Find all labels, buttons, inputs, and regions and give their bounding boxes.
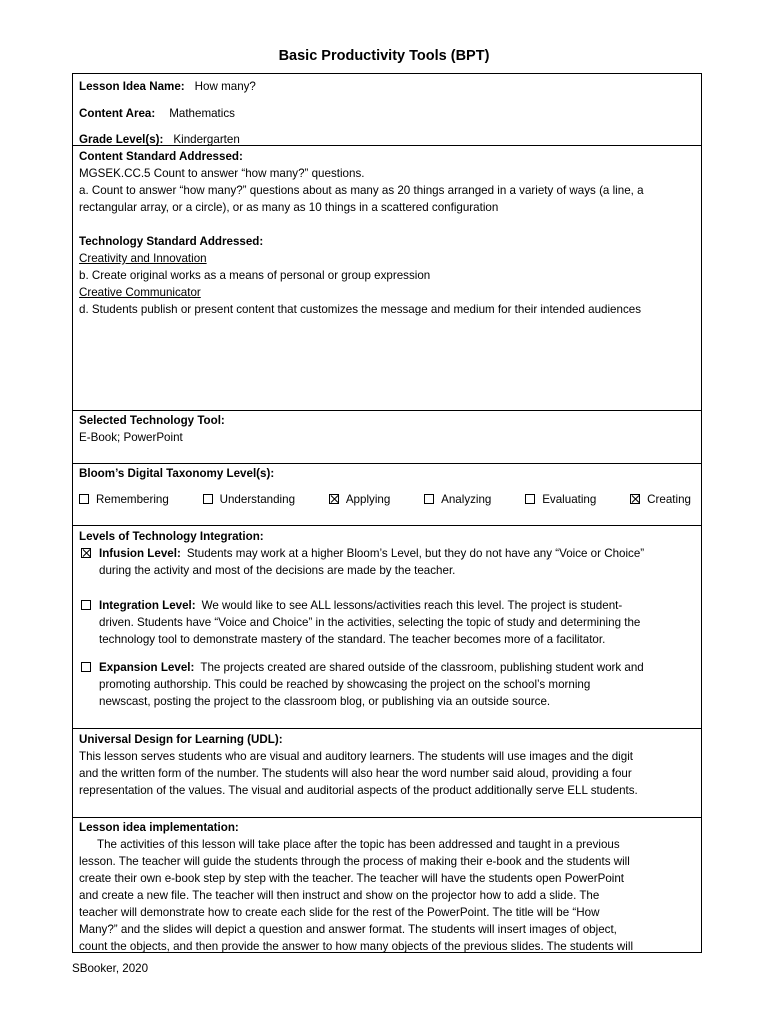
udl-text: This lesson serves students who are visual and auditory learners. The students will use images and the digit xyxy=(79,750,634,763)
udl-section xyxy=(73,729,701,818)
tech-standard-heading: Technology Standard Addressed: xyxy=(79,235,264,248)
lesson-idea-label: Lesson Idea Name: xyxy=(79,80,185,93)
lesson-info-section xyxy=(73,74,701,146)
content-area-value: Mathematics xyxy=(169,106,235,120)
footer-author: SBooker, 2020 xyxy=(72,962,149,975)
expansion-level-text: promoting authorship. This could be reached by showcasing the project on the school’s morning xyxy=(99,678,591,691)
infusion-level-item xyxy=(79,545,695,579)
checkbox-icon[interactable] xyxy=(81,600,91,610)
content-standard-text: rectangular array, or a circle), or as many as 10 things in a scattered configuration xyxy=(79,201,499,214)
lesson-idea-value: How many? xyxy=(194,80,256,93)
checkbox-icon[interactable] xyxy=(79,494,89,504)
blooms-option-evaluating[interactable]: Evaluating xyxy=(525,491,596,508)
infusion-level-text: Students may work at a higher Bloom’s Level, but they do not have any “Voice or Choice” xyxy=(186,547,645,560)
checkbox-icon[interactable] xyxy=(525,494,535,504)
checkbox-icon[interactable] xyxy=(424,494,434,504)
blooms-option-applying[interactable]: Applying xyxy=(329,491,390,508)
integration-level-title: Integration Level: xyxy=(99,599,196,612)
technology-tool-section xyxy=(73,411,701,464)
implementation-text: lesson. The teacher will guide the students through the process of making their e-book and the students will xyxy=(79,855,630,868)
blooms-option-creating[interactable]: Creating xyxy=(630,491,691,508)
tech-standard-title: Creative Communicator xyxy=(79,286,201,299)
implementation-text: The activities of this lesson will take place after the topic has been addressed and taught in a previous xyxy=(97,838,620,851)
tech-standard-title: Creativity and Innovation xyxy=(79,252,207,265)
technology-tool-value: E-Book; PowerPoint xyxy=(79,431,183,444)
implementation-text: create their own e-book step by step with the teacher. The teacher will have the students open PowerPoint xyxy=(79,872,625,885)
expansion-level-item xyxy=(79,659,695,710)
blooms-option-understanding[interactable]: Understanding xyxy=(203,491,295,508)
udl-text: and the written form of the number. The students will also hear the word number said aloud, providing a four xyxy=(79,767,632,780)
standards-section xyxy=(73,146,701,411)
blooms-option-remembering[interactable]: Remembering xyxy=(79,491,169,508)
content-standard-code: MGSEK.CC.5 Count to answer “how many?” questions. xyxy=(79,167,365,180)
content-standard-text: a. Count to answer “how many?” questions about as many as 20 things arranged in a variety of ways (a line, a xyxy=(79,184,644,197)
checkbox-icon[interactable] xyxy=(203,494,213,504)
checked-box-icon[interactable] xyxy=(630,494,640,504)
expansion-level-title: Expansion Level: xyxy=(99,661,195,674)
content-standard-heading: Content Standard Addressed: xyxy=(79,150,243,163)
implementation-heading: Lesson idea implementation: xyxy=(79,821,239,834)
udl-text: representation of the values. The visual and auditorial aspects of the product additionally serve ELL students. xyxy=(79,784,638,797)
integration-level-text: technology tool to demonstrate mastery of the standard. The teacher becomes more of a facilitator. xyxy=(99,633,606,646)
integration-level-text: We would like to see ALL lessons/activities reach this level. The project is student- xyxy=(201,599,623,612)
expansion-level-text: newscast, posting the project to the classroom blog, or publishing via an outside source. xyxy=(99,695,551,708)
content-area-label: Content Area: xyxy=(79,106,156,120)
integration-level-item xyxy=(79,597,695,648)
checked-box-icon[interactable] xyxy=(329,494,339,504)
blooms-options xyxy=(79,491,695,508)
tech-standard-item: d. Students publish or present content that customizes the message and medium for their intended audiences xyxy=(79,303,641,316)
integration-level-text: driven. Students have “Voice and Choice” in the activities, selecting the topic of study and determining the xyxy=(99,616,641,629)
infusion-level-title: Infusion Level: xyxy=(99,547,181,560)
integration-section xyxy=(73,526,701,729)
implementation-text: and create a new file. The teacher will then instruct and show on the projector how to add a slide. The xyxy=(79,889,600,902)
blooms-heading: Bloom’s Digital Taxonomy Level(s): xyxy=(79,467,275,480)
page-title: Basic Productivity Tools (BPT) xyxy=(278,48,490,64)
lesson-idea-row xyxy=(79,76,695,99)
tech-standard-item: b. Create original works as a means of personal or group expression xyxy=(79,269,431,282)
implementation-text: count the objects, and then provide the answer to how many objects of the previous slides. The students will xyxy=(79,940,634,953)
expansion-level-text: The projects created are shared outside of the classroom, publishing student work and xyxy=(200,661,644,674)
lesson-form-table xyxy=(72,73,702,953)
content-area-row xyxy=(79,103,695,126)
checkbox-icon[interactable] xyxy=(81,662,91,672)
technology-tool-heading: Selected Technology Tool: xyxy=(79,414,225,427)
infusion-level-text: during the activity and most of the decisions are made by the teacher. xyxy=(99,564,456,577)
checked-box-icon[interactable] xyxy=(81,548,91,558)
udl-heading: Universal Design for Learning (UDL): xyxy=(79,733,283,746)
blooms-section xyxy=(73,464,701,526)
grade-level-label: Grade Level(s): xyxy=(79,133,164,146)
grade-level-value: Kindergarten xyxy=(173,133,240,146)
implementation-text: Many?” and the slides will depict a question and answer format. The students will insert images of object, xyxy=(79,923,617,936)
implementation-text: teacher will demonstrate how to create each slide for the rest of the PowerPoint. The title will be “How xyxy=(79,906,600,919)
integration-heading: Levels of Technology Integration: xyxy=(79,530,264,543)
implementation-section xyxy=(73,818,701,953)
blooms-option-analyzing[interactable]: Analyzing xyxy=(424,491,491,508)
